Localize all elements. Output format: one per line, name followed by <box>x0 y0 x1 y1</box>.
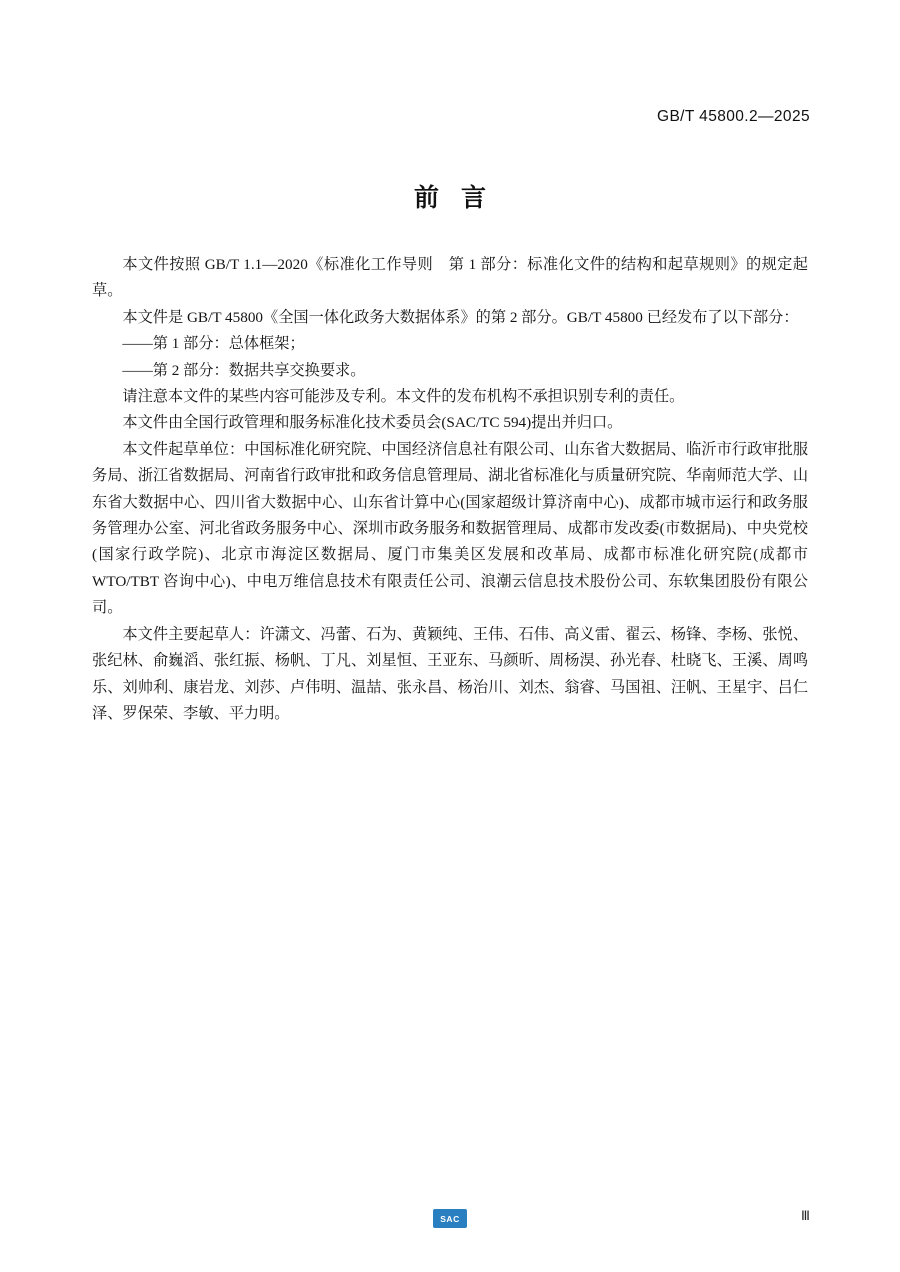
sac-logo <box>433 1209 467 1228</box>
list-item-part-2: ——第 2 部分：数据共享交换要求。 <box>122 361 366 379</box>
paragraph-drafting-organizations: 本文件起草单位：中国标准化研究院、中国经济信息社有限公司、山东省大数据局、临沂市行政审批服务局、浙江省数据局、河南省行政审批和政务信息管理局、湖北省标准化与质量研究院、华南师范大学、山东省大数据中心、四川省大数据中心、山东省计算中心(国家超级计算济南中心)、成都市城市运行和政务服务管理办公室、河北省政务服务中心、深圳市政务服务和数据管理局、成都市发改委(市数据局)、中央党校(国家行政学院)、北京市海淀区数据局、厦门市集美区发展和改革局、成都市标准化研究院(成都市 WTO/TBT 咨询中心)、中电万维信息技术有限责任公司、浪潮云信息技术股份公司、东软集团股份有限公司。 <box>92 440 808 617</box>
sac-logo-text: SAC <box>440 1213 460 1224</box>
list-item-part-1: ——第 1 部分：总体框架； <box>122 335 305 353</box>
page-title: 前言 <box>413 185 508 212</box>
page-number: Ⅲ <box>801 1208 810 1223</box>
paragraph-proposing-body: 本文件由全国行政管理和服务标准化技术委员会(SAC/TC 594)提出并归口。 <box>122 414 623 432</box>
page-header-standard-code: GB/T 45800.2—2025 <box>656 108 810 125</box>
paragraph-main-drafters: 本文件主要起草人：许潇文、冯蕾、石为、黄颖纯、王伟、石伟、高义雷、翟云、杨锋、李杨、张悦、张纪林、俞巍滔、张红振、杨帆、丁凡、刘星恒、王亚东、马颜昕、周杨淏、孙光春、杜晓飞、王溪、周鸣乐、刘帅利、康岩龙、刘莎、卢伟明、温喆、张永昌、杨治川、刘杰、翁睿、马国祖、汪帆、王星宇、吕仁泽、罗保荣、李敏、平力明。 <box>92 625 808 722</box>
paragraph-patent-notice: 请注意本文件的某些内容可能涉及专利。本文件的发布机构不承担识别专利的责任。 <box>122 388 685 406</box>
paragraph-basis: 本文件按照 GB/T 1.1—2020《标准化工作导则 第 1 部分：标准化文件的结构和起草规则》的规定起草。 <box>92 256 808 300</box>
paragraph-series-intro: 本文件是 GB/T 45800《全国一体化政务大数据体系》的第 2 部分。GB/T 45800 已经发布了以下部分： <box>122 308 799 326</box>
foreword-body <box>92 252 808 727</box>
